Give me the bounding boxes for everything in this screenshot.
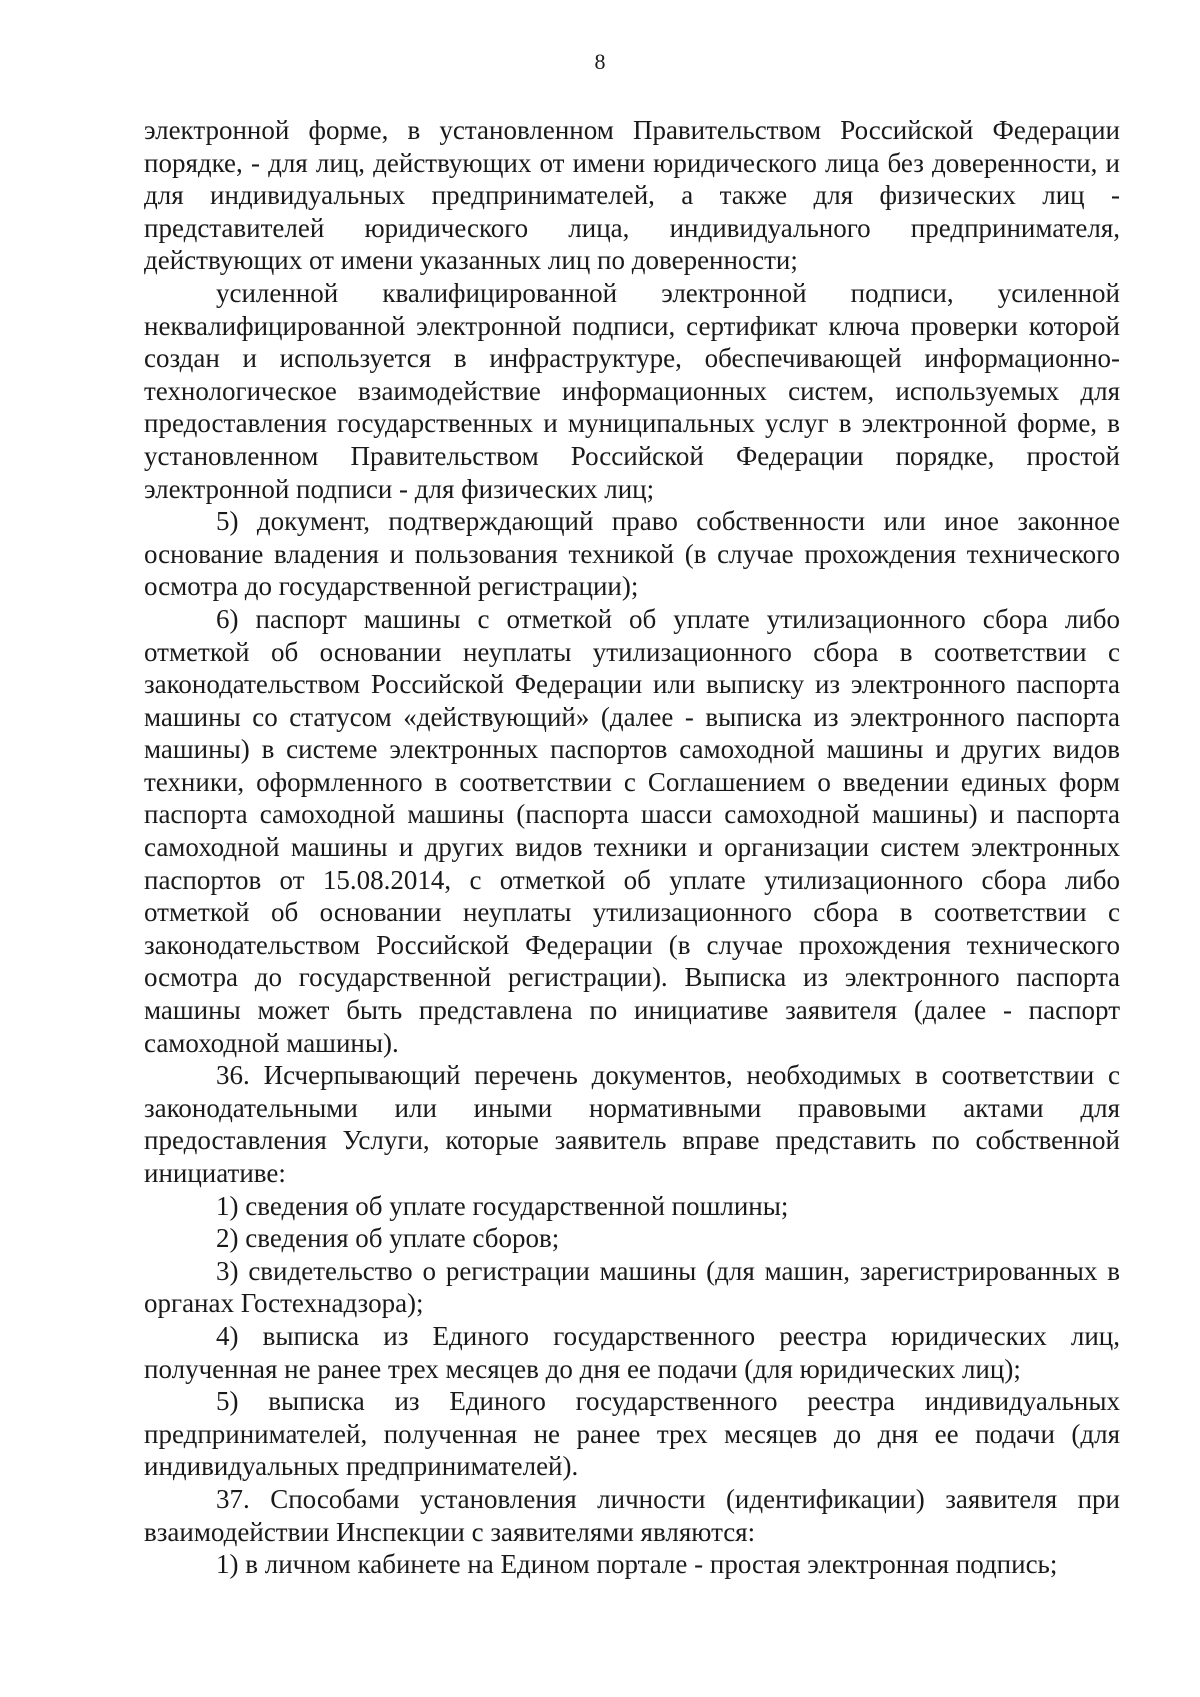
- paragraph-item-5-ownership: 5) документ, подтверждающий право собственности или иное законное основание владения и пользования техникой (в случае прохождения технического осмотра до государственной регистрации);: [144, 506, 1120, 602]
- paragraph-item-1-duty: 1) сведения об уплате государственной пошлины;: [216, 1190, 789, 1221]
- page-number: 8: [594, 49, 606, 74]
- paragraph-item-3-certificate: 3) свидетельство о регистрации машины (для машин, зарегистрированных в органах Гостехнадзора);: [144, 1255, 1120, 1319]
- paragraph-signature-types: усиленной квалифицированной электронной подписи, усиленной неквалифицированной электронной подписи, сертификат ключа проверки которой создан и используется в инфраструктуре, обеспечивающей информационно-технологическое взаимодействие информационных систем, используемых для предоставления государственных и муниципальных услуг в электронной форме, в установленном Правительством Российской Федерации порядке, простой электронной подписи - для физических лиц;: [144, 277, 1120, 504]
- paragraph-item-2-fees: 2) сведения об уплате сборов;: [216, 1223, 560, 1254]
- document-body: [144, 114, 1120, 1581]
- paragraph-item-4-legal-entities: 4) выписка из Единого государственного реестра юридических лиц, полученная не ранее трех месяцев до дня ее подачи (для юридических лиц);: [144, 1320, 1120, 1384]
- paragraph-item-5-entrepreneurs: 5) выписка из Единого государственного реестра индивидуальных предпринимателей, полученная не ранее трех месяцев до дня ее подачи (для индивидуальных предпринимателей).: [144, 1386, 1120, 1482]
- paragraph-section-36: 36. Исчерпывающий перечень документов, необходимых в соответствии с законодательными или иными нормативными правовыми актами для предоставления Услуги, которые заявитель вправе представить по собственной инициативе:: [144, 1060, 1120, 1188]
- paragraph-item-6-passport: 6) паспорт машины с отметкой об уплате утилизационного сбора либо отметкой об основании неуплаты утилизационного сбора в соответствии с законодательством Российской Федерации или выписку из электронного паспорта машины со статусом «действующий» (далее - выписка из электронного паспорта машины) в системе электронных паспортов самоходной машины и других видов техники, оформленного в соответствии с Соглашением о введении единых форм паспорта самоходной машины (паспорта шасси самоходной машины) и паспорта самоходной машины и других видов техники и организации систем электронных паспортов от 15.08.2014, с отметкой об уплате утилизационного сбора либо отметкой об основании неуплаты утилизационного сбора в соответствии с законодательством Российской Федерации (в случае прохождения технического осмотра до государственной регистрации). Выписка из электронного паспорта машины может быть представлена по инициативе заявителя (далее - паспорт самоходной машины).: [144, 603, 1120, 1058]
- paragraph-item-1-portal: 1) в личном кабинете на Едином портале - простая электронная подпись;: [216, 1549, 1058, 1580]
- paragraph-continuation: электронной форме, в установленном Правительством Российской Федерации порядке, - для лиц, действующих от имени юридического лица без доверенности, и для индивидуальных предпринимателей, а также для физических лиц - представителей юридического лица, индивидуального предпринимателя, действующих от имени указанных лиц по доверенности;: [144, 115, 1120, 276]
- paragraph-section-37: 37. Способами установления личности (идентификации) заявителя при взаимодействии Инспекции с заявителями являются:: [144, 1483, 1120, 1547]
